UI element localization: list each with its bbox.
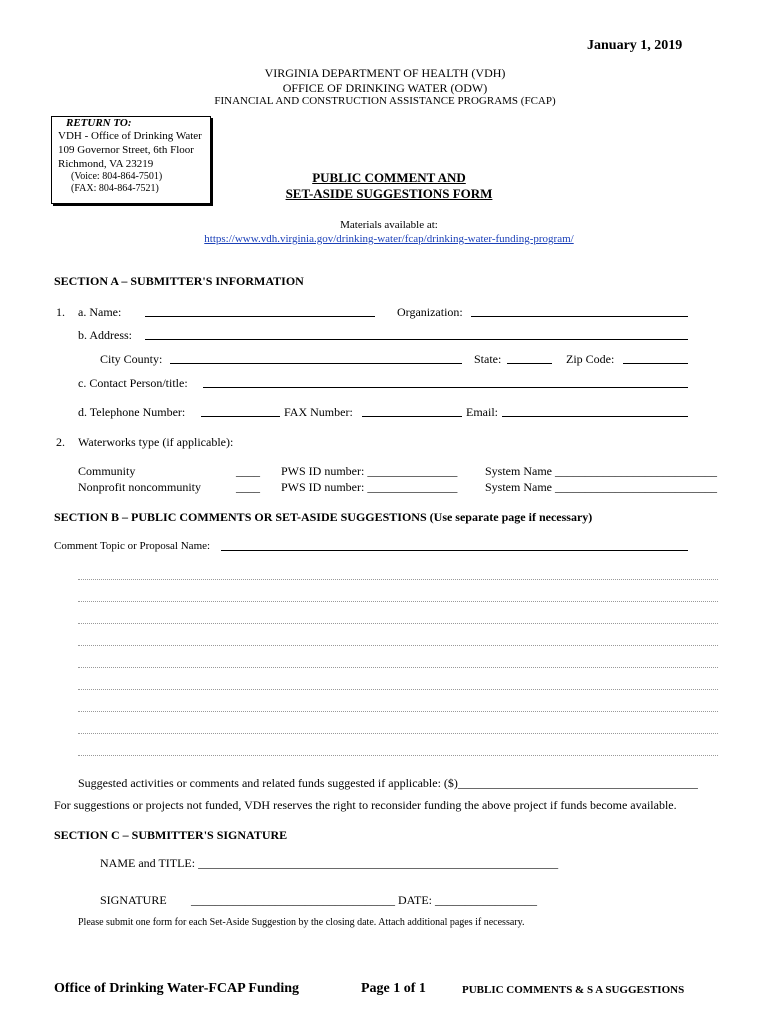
comment-line[interactable] (78, 601, 718, 602)
funding-note: For suggestions or projects not funded, VDH reserves the right to reconsider funding the above project if funds become available. (54, 798, 677, 812)
organization-field[interactable] (471, 316, 688, 317)
form-title-line2: SET-ASIDE SUGGESTIONS FORM (285, 186, 493, 201)
return-fax: (FAX: 804-864-7521) (71, 183, 159, 194)
name-field[interactable] (145, 316, 375, 317)
waterworks-type-label: Waterworks type (if applicable): (78, 435, 234, 449)
footer-office: Office of Drinking Water-FCAP Funding (54, 981, 299, 996)
zip-code-label: Zip Code: (566, 352, 615, 366)
system-name-field[interactable]: System Name ___________________________ (485, 480, 717, 494)
return-address-line: VDH - Office of Drinking Water (58, 130, 202, 142)
system-name-field[interactable]: System Name ___________________________ (485, 464, 717, 478)
section-b-heading: SECTION B – PUBLIC COMMENTS OR SET-ASIDE SUGGESTIONS (Use separate page if necessary) (54, 510, 593, 524)
comment-line[interactable] (78, 623, 718, 624)
signature-label: SIGNATURE (100, 893, 167, 907)
telephone-field[interactable] (201, 416, 280, 417)
footer-form-name: PUBLIC COMMENTS & S A SUGGESTIONS (462, 984, 685, 996)
address-field[interactable] (145, 339, 688, 340)
organization-label: Organization: (397, 305, 463, 319)
comment-line[interactable] (78, 579, 718, 580)
contact-person-label: c. Contact Person/title: (78, 376, 188, 390)
agency-name: VIRGINIA DEPARTMENT OF HEALTH (VDH) (264, 66, 506, 80)
form-date: January 1, 2019 (587, 38, 683, 53)
comment-line[interactable] (78, 711, 718, 712)
section-a-heading: SECTION A – SUBMITTER'S INFORMATION (54, 274, 304, 288)
pws-id-field[interactable]: PWS ID number: _______________ (281, 464, 458, 478)
waterworks-type-nonprofit: Nonprofit noncommunity (78, 480, 201, 494)
address-label: b. Address: (78, 328, 132, 342)
city-county-label: City County: (100, 352, 163, 366)
name-and-title-field[interactable]: NAME and TITLE: ____________________________________________________________ (100, 856, 559, 870)
comment-topic-label: Comment Topic or Proposal Name: (54, 540, 211, 552)
telephone-label: d. Telephone Number: (78, 405, 186, 419)
zip-code-field[interactable] (623, 363, 688, 364)
submission-instruction: Please submit one form for each Set-Aside Suggestion by the closing date. Attach additional pages if necessary. (78, 917, 525, 928)
footer-page-number: Page 1 of 1 (361, 981, 426, 996)
pws-id-field[interactable]: PWS ID number: _______________ (281, 480, 458, 494)
nonprofit-check-blank[interactable]: ____ (236, 480, 260, 494)
state-label: State: (474, 352, 502, 366)
section-c-heading: SECTION C – SUBMITTER'S SIGNATURE (54, 828, 288, 842)
comment-line[interactable] (78, 689, 718, 690)
fax-number-label: FAX Number: (284, 405, 353, 419)
office-name: OFFICE OF DRINKING WATER (ODW) (282, 81, 488, 95)
name-label: a. Name: (78, 305, 122, 319)
signature-date-field[interactable]: __________________________________ DATE: _________________ (191, 893, 537, 907)
suggested-funds-field[interactable]: Suggested activities or comments and related funds suggested if applicable: ($)________________________________________ (78, 776, 698, 790)
comment-topic-field[interactable] (221, 550, 688, 551)
comment-line[interactable] (78, 667, 718, 668)
contact-person-field[interactable] (203, 387, 688, 388)
waterworks-type-community: Community (78, 464, 136, 478)
comment-line[interactable] (78, 755, 718, 756)
return-voice: (Voice: 804-864-7501) (71, 171, 163, 182)
return-address-line: Richmond, VA 23219 (58, 158, 154, 170)
item-number: 1. (56, 305, 65, 319)
email-field[interactable] (502, 416, 688, 417)
program-name: FINANCIAL AND CONSTRUCTION ASSISTANCE PROGRAMS (FCAP) (214, 95, 556, 107)
email-label: Email: (466, 405, 498, 419)
materials-link[interactable]: https://www.vdh.virginia.gov/drinking-water/fcap/drinking-water-funding-program/ (204, 233, 574, 245)
fax-number-field[interactable] (362, 416, 462, 417)
item-number: 2. (56, 435, 65, 449)
comment-line[interactable] (78, 733, 718, 734)
return-to-title: RETURN TO: (66, 117, 132, 129)
state-field[interactable] (507, 363, 552, 364)
community-check-blank[interactable]: ____ (236, 464, 260, 478)
comment-line[interactable] (78, 645, 718, 646)
materials-label: Materials available at: (340, 219, 438, 231)
form-title-line1: PUBLIC COMMENT AND (312, 170, 466, 185)
city-county-field[interactable] (170, 363, 462, 364)
return-address-line: 109 Governor Street, 6th Floor (58, 144, 194, 156)
